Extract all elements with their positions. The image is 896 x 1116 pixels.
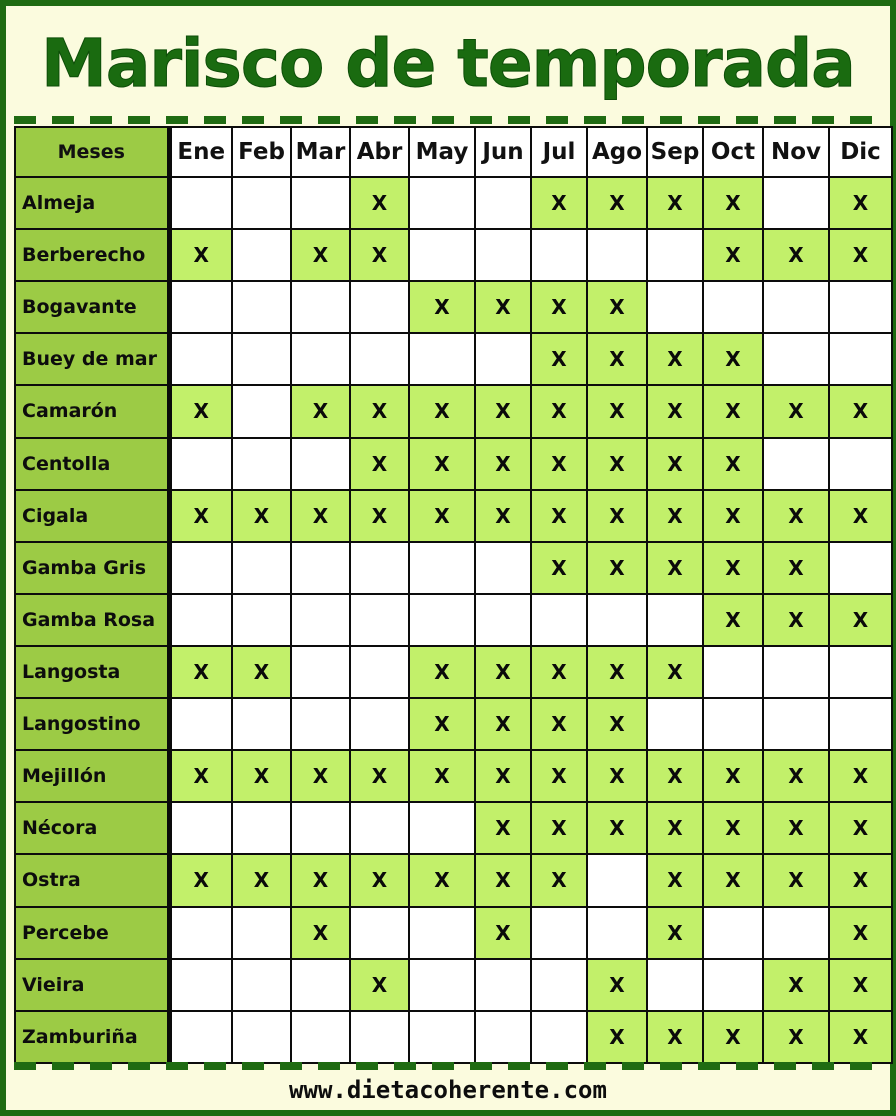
season-mark-cell: X xyxy=(829,959,892,1011)
table-row xyxy=(15,333,892,385)
empty-cell xyxy=(350,542,409,594)
season-mark-cell: X xyxy=(350,385,409,437)
empty-cell xyxy=(169,959,232,1011)
season-mark-cell: X xyxy=(475,854,531,906)
table-row xyxy=(15,907,892,959)
empty-cell xyxy=(350,698,409,750)
season-mark-cell: X xyxy=(763,802,829,854)
empty-cell xyxy=(703,959,763,1011)
season-mark-cell: X xyxy=(763,542,829,594)
empty-cell xyxy=(291,698,350,750)
empty-cell xyxy=(232,438,291,490)
empty-cell xyxy=(763,646,829,698)
empty-cell xyxy=(409,542,475,594)
page-title: Marisco de temporada xyxy=(41,25,855,102)
season-mark-cell: X xyxy=(409,385,475,437)
row-label: Cigala xyxy=(15,490,169,542)
season-mark-cell: X xyxy=(531,438,587,490)
row-label: Langosta xyxy=(15,646,169,698)
month-header: Nov xyxy=(763,127,829,177)
season-mark-cell: X xyxy=(531,646,587,698)
empty-cell xyxy=(763,438,829,490)
empty-cell xyxy=(291,802,350,854)
empty-cell xyxy=(647,281,703,333)
season-mark-cell: X xyxy=(703,438,763,490)
season-mark-cell: X xyxy=(350,438,409,490)
empty-cell xyxy=(703,281,763,333)
season-table xyxy=(14,126,893,1064)
empty-cell xyxy=(232,177,291,229)
table-row xyxy=(15,281,892,333)
empty-cell xyxy=(169,333,232,385)
table-row xyxy=(15,802,892,854)
season-mark-cell: X xyxy=(763,854,829,906)
month-header: Sep xyxy=(647,127,703,177)
empty-cell xyxy=(169,281,232,333)
season-mark-cell: X xyxy=(647,438,703,490)
season-mark-cell: X xyxy=(763,490,829,542)
season-mark-cell: X xyxy=(350,177,409,229)
season-mark-cell: X xyxy=(531,385,587,437)
season-mark-cell: X xyxy=(829,1011,892,1063)
season-mark-cell: X xyxy=(531,750,587,802)
season-mark-cell: X xyxy=(647,907,703,959)
empty-cell xyxy=(587,229,647,281)
table-row xyxy=(15,438,892,490)
season-mark-cell: X xyxy=(647,385,703,437)
season-mark-cell: X xyxy=(291,854,350,906)
season-mark-cell: X xyxy=(703,229,763,281)
month-header: Ago xyxy=(587,127,647,177)
empty-cell xyxy=(531,907,587,959)
season-mark-cell: X xyxy=(531,333,587,385)
empty-cell xyxy=(647,229,703,281)
season-mark-cell: X xyxy=(829,177,892,229)
empty-cell xyxy=(232,542,291,594)
empty-cell xyxy=(409,333,475,385)
season-mark-cell: X xyxy=(587,1011,647,1063)
empty-cell xyxy=(703,907,763,959)
empty-cell xyxy=(169,594,232,646)
row-label: Gamba Rosa xyxy=(15,594,169,646)
row-label: Ostra xyxy=(15,854,169,906)
empty-cell xyxy=(350,907,409,959)
season-mark-cell: X xyxy=(703,854,763,906)
empty-cell xyxy=(169,802,232,854)
season-mark-cell: X xyxy=(647,333,703,385)
season-mark-cell: X xyxy=(829,802,892,854)
season-mark-cell: X xyxy=(531,542,587,594)
season-mark-cell: X xyxy=(169,854,232,906)
row-label: Langostino xyxy=(15,698,169,750)
empty-cell xyxy=(350,802,409,854)
empty-cell xyxy=(350,333,409,385)
season-mark-cell: X xyxy=(475,698,531,750)
season-mark-cell: X xyxy=(531,802,587,854)
empty-cell xyxy=(763,281,829,333)
empty-cell xyxy=(169,438,232,490)
empty-cell xyxy=(763,177,829,229)
row-label: Berberecho xyxy=(15,229,169,281)
empty-cell xyxy=(829,333,892,385)
table-row xyxy=(15,959,892,1011)
season-mark-cell: X xyxy=(531,698,587,750)
table-row xyxy=(15,490,892,542)
season-mark-cell: X xyxy=(350,490,409,542)
top-dashed-divider xyxy=(14,116,882,124)
season-mark-cell: X xyxy=(409,854,475,906)
row-label: Gamba Gris xyxy=(15,542,169,594)
season-mark-cell: X xyxy=(350,854,409,906)
empty-cell xyxy=(703,698,763,750)
season-mark-cell: X xyxy=(703,1011,763,1063)
season-mark-cell: X xyxy=(475,750,531,802)
empty-cell xyxy=(169,177,232,229)
season-mark-cell: X xyxy=(291,385,350,437)
table-row xyxy=(15,854,892,906)
empty-cell xyxy=(475,229,531,281)
month-header: Ene xyxy=(169,127,232,177)
season-mark-cell: X xyxy=(587,438,647,490)
empty-cell xyxy=(232,802,291,854)
season-mark-cell: X xyxy=(475,907,531,959)
empty-cell xyxy=(232,959,291,1011)
season-mark-cell: X xyxy=(531,854,587,906)
empty-cell xyxy=(409,594,475,646)
season-mark-cell: X xyxy=(475,385,531,437)
season-mark-cell: X xyxy=(587,802,647,854)
season-mark-cell: X xyxy=(647,490,703,542)
season-mark-cell: X xyxy=(475,438,531,490)
season-mark-cell: X xyxy=(703,542,763,594)
season-mark-cell: X xyxy=(829,854,892,906)
month-header: Jul xyxy=(531,127,587,177)
season-mark-cell: X xyxy=(475,802,531,854)
empty-cell xyxy=(232,594,291,646)
season-mark-cell: X xyxy=(531,490,587,542)
season-mark-cell: X xyxy=(587,281,647,333)
season-mark-cell: X xyxy=(531,281,587,333)
empty-cell xyxy=(232,333,291,385)
season-mark-cell: X xyxy=(232,646,291,698)
season-mark-cell: X xyxy=(587,698,647,750)
season-mark-cell: X xyxy=(587,333,647,385)
season-mark-cell: X xyxy=(475,281,531,333)
empty-cell xyxy=(291,438,350,490)
empty-cell xyxy=(232,907,291,959)
table-row xyxy=(15,542,892,594)
empty-cell xyxy=(409,907,475,959)
empty-cell xyxy=(350,1011,409,1063)
empty-cell xyxy=(291,646,350,698)
season-mark-cell: X xyxy=(350,959,409,1011)
empty-cell xyxy=(531,959,587,1011)
season-mark-cell: X xyxy=(829,229,892,281)
empty-cell xyxy=(647,959,703,1011)
season-mark-cell: X xyxy=(829,750,892,802)
season-mark-cell: X xyxy=(829,907,892,959)
empty-cell xyxy=(475,542,531,594)
empty-cell xyxy=(409,177,475,229)
empty-cell xyxy=(350,281,409,333)
table-row xyxy=(15,177,892,229)
empty-cell xyxy=(350,594,409,646)
season-mark-cell: X xyxy=(350,229,409,281)
season-mark-cell: X xyxy=(703,385,763,437)
month-header: Dic xyxy=(829,127,892,177)
empty-cell xyxy=(763,907,829,959)
table-row xyxy=(15,750,892,802)
table-row xyxy=(15,229,892,281)
season-mark-cell: X xyxy=(763,385,829,437)
season-mark-cell: X xyxy=(587,177,647,229)
season-mark-cell: X xyxy=(232,490,291,542)
season-mark-cell: X xyxy=(350,750,409,802)
season-mark-cell: X xyxy=(409,646,475,698)
season-mark-cell: X xyxy=(587,542,647,594)
row-label: Vieira xyxy=(15,959,169,1011)
season-mark-cell: X xyxy=(647,646,703,698)
empty-cell xyxy=(475,1011,531,1063)
month-header: Oct xyxy=(703,127,763,177)
empty-cell xyxy=(475,333,531,385)
row-label: Camarón xyxy=(15,385,169,437)
empty-cell xyxy=(169,542,232,594)
empty-cell xyxy=(291,594,350,646)
empty-cell xyxy=(531,594,587,646)
empty-cell xyxy=(169,907,232,959)
row-label: Centolla xyxy=(15,438,169,490)
row-label: Percebe xyxy=(15,907,169,959)
season-mark-cell: X xyxy=(291,907,350,959)
season-mark-cell: X xyxy=(703,177,763,229)
season-mark-cell: X xyxy=(703,802,763,854)
empty-cell xyxy=(475,177,531,229)
season-mark-cell: X xyxy=(232,750,291,802)
empty-cell xyxy=(169,1011,232,1063)
season-mark-cell: X xyxy=(409,750,475,802)
empty-cell xyxy=(531,229,587,281)
table-row xyxy=(15,698,892,750)
empty-cell xyxy=(587,907,647,959)
season-mark-cell: X xyxy=(703,490,763,542)
empty-cell xyxy=(169,698,232,750)
empty-cell xyxy=(409,229,475,281)
season-mark-cell: X xyxy=(531,177,587,229)
bottom-dashed-divider xyxy=(14,1062,882,1070)
empty-cell xyxy=(232,229,291,281)
row-label: Mejillón xyxy=(15,750,169,802)
season-mark-cell: X xyxy=(587,490,647,542)
table-body xyxy=(15,177,892,1063)
season-mark-cell: X xyxy=(409,438,475,490)
empty-cell xyxy=(587,594,647,646)
empty-cell xyxy=(232,1011,291,1063)
empty-cell xyxy=(829,542,892,594)
season-mark-cell: X xyxy=(409,490,475,542)
season-mark-cell: X xyxy=(475,490,531,542)
empty-cell xyxy=(763,333,829,385)
season-mark-cell: X xyxy=(647,177,703,229)
row-label: Nécora xyxy=(15,802,169,854)
season-mark-cell: X xyxy=(703,594,763,646)
season-mark-cell: X xyxy=(763,959,829,1011)
season-mark-cell: X xyxy=(169,385,232,437)
empty-cell xyxy=(291,1011,350,1063)
corner-header: Meses xyxy=(15,127,169,177)
empty-cell xyxy=(291,542,350,594)
empty-cell xyxy=(763,698,829,750)
season-mark-cell: X xyxy=(703,333,763,385)
row-label: Buey de mar xyxy=(15,333,169,385)
season-mark-cell: X xyxy=(587,385,647,437)
table-row xyxy=(15,385,892,437)
season-mark-cell: X xyxy=(829,385,892,437)
season-mark-cell: X xyxy=(647,1011,703,1063)
season-mark-cell: X xyxy=(409,281,475,333)
empty-cell xyxy=(350,646,409,698)
season-mark-cell: X xyxy=(169,490,232,542)
empty-cell xyxy=(647,594,703,646)
season-mark-cell: X xyxy=(291,750,350,802)
season-mark-cell: X xyxy=(703,750,763,802)
table-row xyxy=(15,646,892,698)
season-mark-cell: X xyxy=(647,542,703,594)
season-mark-cell: X xyxy=(647,750,703,802)
season-mark-cell: X xyxy=(169,750,232,802)
season-mark-cell: X xyxy=(763,750,829,802)
season-mark-cell: X xyxy=(763,229,829,281)
season-mark-cell: X xyxy=(587,646,647,698)
empty-cell xyxy=(291,281,350,333)
empty-cell xyxy=(232,281,291,333)
row-label: Bogavante xyxy=(15,281,169,333)
empty-cell xyxy=(531,1011,587,1063)
empty-cell xyxy=(829,281,892,333)
empty-cell xyxy=(703,646,763,698)
row-label: Almeja xyxy=(15,177,169,229)
empty-cell xyxy=(409,959,475,1011)
season-mark-cell: X xyxy=(647,854,703,906)
season-mark-cell: X xyxy=(169,229,232,281)
season-mark-cell: X xyxy=(763,594,829,646)
season-mark-cell: X xyxy=(475,646,531,698)
empty-cell xyxy=(829,698,892,750)
table-row xyxy=(15,594,892,646)
empty-cell xyxy=(475,959,531,1011)
month-header: Jun xyxy=(475,127,531,177)
season-mark-cell: X xyxy=(647,802,703,854)
season-mark-cell: X xyxy=(291,229,350,281)
empty-cell xyxy=(232,385,291,437)
season-mark-cell: X xyxy=(763,1011,829,1063)
month-header-row xyxy=(15,127,892,177)
season-mark-cell: X xyxy=(829,490,892,542)
season-mark-cell: X xyxy=(587,959,647,1011)
empty-cell xyxy=(232,698,291,750)
empty-cell xyxy=(409,1011,475,1063)
empty-cell xyxy=(647,698,703,750)
empty-cell xyxy=(587,854,647,906)
season-mark-cell: X xyxy=(587,750,647,802)
season-mark-cell: X xyxy=(169,646,232,698)
empty-cell xyxy=(475,594,531,646)
empty-cell xyxy=(829,646,892,698)
month-header: May xyxy=(409,127,475,177)
empty-cell xyxy=(409,802,475,854)
season-mark-cell: X xyxy=(232,854,291,906)
empty-cell xyxy=(829,438,892,490)
empty-cell xyxy=(291,333,350,385)
month-header: Mar xyxy=(291,127,350,177)
season-mark-cell: X xyxy=(829,594,892,646)
empty-cell xyxy=(291,959,350,1011)
month-header: Abr xyxy=(350,127,409,177)
row-label: Zamburiña xyxy=(15,1011,169,1063)
empty-cell xyxy=(291,177,350,229)
month-header: Feb xyxy=(232,127,291,177)
season-mark-cell: X xyxy=(409,698,475,750)
footer-website: www.dietacoherente.com xyxy=(289,1076,607,1104)
season-mark-cell: X xyxy=(291,490,350,542)
table-row xyxy=(15,1011,892,1063)
